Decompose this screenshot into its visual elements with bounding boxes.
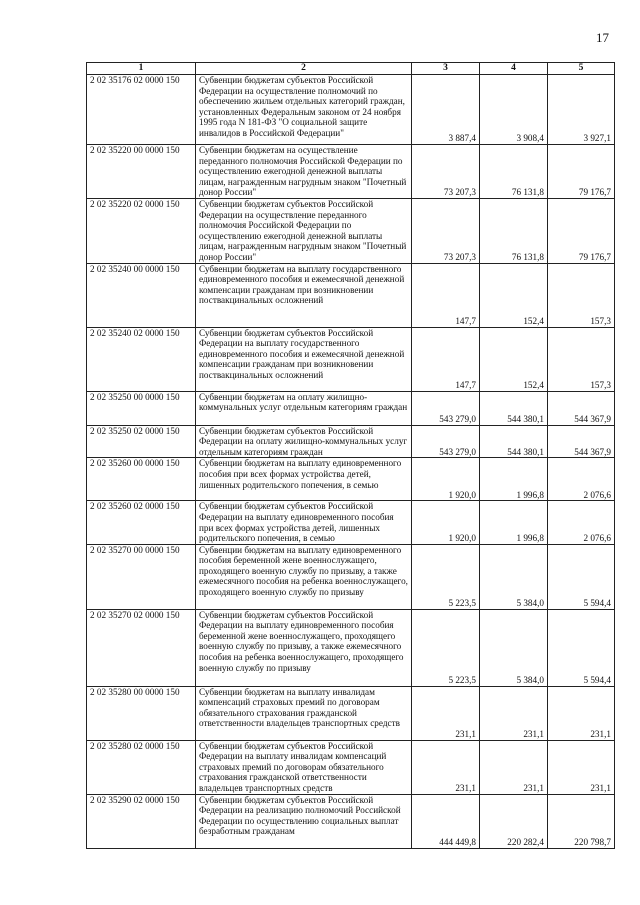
budget-code-cell: 2 02 35240 02 0000 150 xyxy=(87,327,196,391)
budget-code-cell: 2 02 35270 00 0000 150 xyxy=(87,544,196,609)
table-row xyxy=(87,501,615,544)
description-cell: Субвенции бюджетам субъектов Российской Федерации на оплату жилищно-коммунальных услуг отдельным категориям граждан xyxy=(196,425,412,458)
value-col5-cell: 79 176,7 xyxy=(548,198,615,263)
budget-code-cell: 2 02 35260 00 0000 150 xyxy=(87,458,196,501)
budget-code-cell: 2 02 35240 00 0000 150 xyxy=(87,263,196,327)
table-row xyxy=(87,458,615,501)
value-col4-cell: 3 908,4 xyxy=(480,75,548,145)
value-col4-cell: 231,1 xyxy=(480,686,548,740)
value-col3-cell: 73 207,3 xyxy=(412,145,480,199)
table-row xyxy=(87,425,615,458)
table-row xyxy=(87,263,615,327)
value-col4-cell: 76 131,8 xyxy=(480,198,548,263)
budget-code-cell: 2 02 35280 00 0000 150 xyxy=(87,686,196,740)
column-header: 2 xyxy=(196,63,412,75)
value-col3-cell: 3 887,4 xyxy=(412,75,480,145)
table-row xyxy=(87,198,615,263)
table-row xyxy=(87,686,615,740)
value-col4-cell: 231,1 xyxy=(480,740,548,794)
page-number: 17 xyxy=(596,30,609,45)
value-col5-cell: 3 927,1 xyxy=(548,75,615,145)
budget-code-cell: 2 02 35250 02 0000 150 xyxy=(87,425,196,458)
description-cell: Субвенции бюджетам субъектов Российской Федерации на реализацию полномочий Российской Федерации по осуществлению социальных выплат безработным гражданам xyxy=(196,794,412,848)
budget-code-cell: 2 02 35220 00 0000 150 xyxy=(87,145,196,199)
value-col3-cell: 1 920,0 xyxy=(412,501,480,544)
value-col3-cell: 231,1 xyxy=(412,740,480,794)
value-col3-cell: 5 223,5 xyxy=(412,544,480,609)
value-col3-cell: 444 449,8 xyxy=(412,794,480,848)
value-col5-cell: 231,1 xyxy=(548,686,615,740)
value-col3-cell: 147,7 xyxy=(412,263,480,327)
description-cell: Субвенции бюджетам субъектов Российской Федерации на осуществление полномочий по обеспечению жильем отдельных категорий граждан, установленных Федеральным законом от 24 ноября 1995 года N 181-ФЗ "О социальной защите инвалидов в Российской Федерации" xyxy=(196,75,412,145)
value-col3-cell: 147,7 xyxy=(412,327,480,391)
value-col5-cell: 2 076,6 xyxy=(548,501,615,544)
description-cell: Субвенции бюджетам на оплату жилищно-коммунальных услуг отдельным категориям граждан xyxy=(196,391,412,425)
value-col4-cell: 544 380,1 xyxy=(480,391,548,425)
value-col3-cell: 543 279,0 xyxy=(412,425,480,458)
value-col3-cell: 73 207,3 xyxy=(412,198,480,263)
value-col5-cell: 544 367,9 xyxy=(548,391,615,425)
budget-code-cell: 2 02 35260 02 0000 150 xyxy=(87,501,196,544)
value-col5-cell: 231,1 xyxy=(548,740,615,794)
budget-table xyxy=(86,62,615,849)
description-cell: Субвенции бюджетам на выплату инвалидам компенсаций страховых премий по договорам обязательного страхования гражданской ответственности владельцев транспортных средств xyxy=(196,686,412,740)
value-col4-cell: 544 380,1 xyxy=(480,425,548,458)
description-cell: Субвенции бюджетам субъектов Российской Федерации на осуществление переданного полномочия Российской Федерации по осуществлению ежегодной денежной выплаты лицам, награжденным нагрудным знаком "Почетный донор России" xyxy=(196,198,412,263)
value-col4-cell: 220 282,4 xyxy=(480,794,548,848)
value-col5-cell: 79 176,7 xyxy=(548,145,615,199)
value-col3-cell: 543 279,0 xyxy=(412,391,480,425)
value-col5-cell: 2 076,6 xyxy=(548,458,615,501)
value-col5-cell: 5 594,4 xyxy=(548,544,615,609)
budget-code-cell: 2 02 35290 02 0000 150 xyxy=(87,794,196,848)
value-col4-cell: 152,4 xyxy=(480,263,548,327)
value-col5-cell: 544 367,9 xyxy=(548,425,615,458)
table-row xyxy=(87,391,615,425)
table-row xyxy=(87,145,615,199)
table-row xyxy=(87,609,615,686)
table-row xyxy=(87,740,615,794)
description-cell: Субвенции бюджетам субъектов Российской Федерации на выплату единовременного пособия беременной жене военнослужащего, проходящего военную службу по призыву, а также ежемесячного пособия на ребенка военнослужащего, проходящего военную службу по призыву xyxy=(196,609,412,686)
table-body xyxy=(87,75,615,849)
value-col4-cell: 152,4 xyxy=(480,327,548,391)
description-cell: Субвенции бюджетам субъектов Российской Федерации на выплату инвалидам компенсаций страховых премий по договорам обязательного страхования гражданской ответственности владельцев транспортных средств xyxy=(196,740,412,794)
value-col5-cell: 5 594,4 xyxy=(548,609,615,686)
column-header: 3 xyxy=(412,63,480,75)
description-cell: Субвенции бюджетам субъектов Российской Федерации на выплату государственного единовременного пособия и ежемесячной денежной компенсации гражданам при возникновении поствакцинальных осложнений xyxy=(196,327,412,391)
description-cell: Субвенции бюджетам субъектов Российской Федерации на выплату единовременного пособия при всех формах устройства детей, лишенных родительского попечения, в семью xyxy=(196,501,412,544)
table-row xyxy=(87,544,615,609)
column-header: 4 xyxy=(480,63,548,75)
value-col4-cell: 1 996,8 xyxy=(480,501,548,544)
value-col4-cell: 5 384,0 xyxy=(480,609,548,686)
value-col4-cell: 76 131,8 xyxy=(480,145,548,199)
table-row xyxy=(87,327,615,391)
value-col5-cell: 157,3 xyxy=(548,327,615,391)
budget-code-cell: 2 02 35176 02 0000 150 xyxy=(87,75,196,145)
column-header: 5 xyxy=(548,63,615,75)
description-cell: Субвенции бюджетам на осуществление переданного полномочия Российской Федерации по осуществлению ежегодной денежной выплаты лицам, награжденным нагрудным знаком "Почетный донор России" xyxy=(196,145,412,199)
value-col3-cell: 5 223,5 xyxy=(412,609,480,686)
value-col5-cell: 220 798,7 xyxy=(548,794,615,848)
description-cell: Субвенции бюджетам на выплату государственного единовременного пособия и ежемесячной денежной компенсации гражданам при возникновении поствакцинальных осложнений xyxy=(196,263,412,327)
description-cell: Субвенции бюджетам на выплату единовременного пособия беременной жене военнослужащего, проходящего военную службу по призыву, а также ежемесячного пособия на ребенка военнослужащего, проходящего военную службу по призыву xyxy=(196,544,412,609)
table-header-row xyxy=(87,63,615,75)
value-col5-cell: 157,3 xyxy=(548,263,615,327)
value-col3-cell: 1 920,0 xyxy=(412,458,480,501)
column-header: 1 xyxy=(87,63,196,75)
table-row xyxy=(87,794,615,848)
value-col4-cell: 5 384,0 xyxy=(480,544,548,609)
budget-code-cell: 2 02 35270 02 0000 150 xyxy=(87,609,196,686)
budget-code-cell: 2 02 35220 02 0000 150 xyxy=(87,198,196,263)
value-col3-cell: 231,1 xyxy=(412,686,480,740)
budget-code-cell: 2 02 35250 00 0000 150 xyxy=(87,391,196,425)
value-col4-cell: 1 996,8 xyxy=(480,458,548,501)
table-row xyxy=(87,75,615,145)
budget-code-cell: 2 02 35280 02 0000 150 xyxy=(87,740,196,794)
description-cell: Субвенции бюджетам на выплату единовременного пособия при всех формах устройства детей, лишенных родительского попечения, в семью xyxy=(196,458,412,501)
